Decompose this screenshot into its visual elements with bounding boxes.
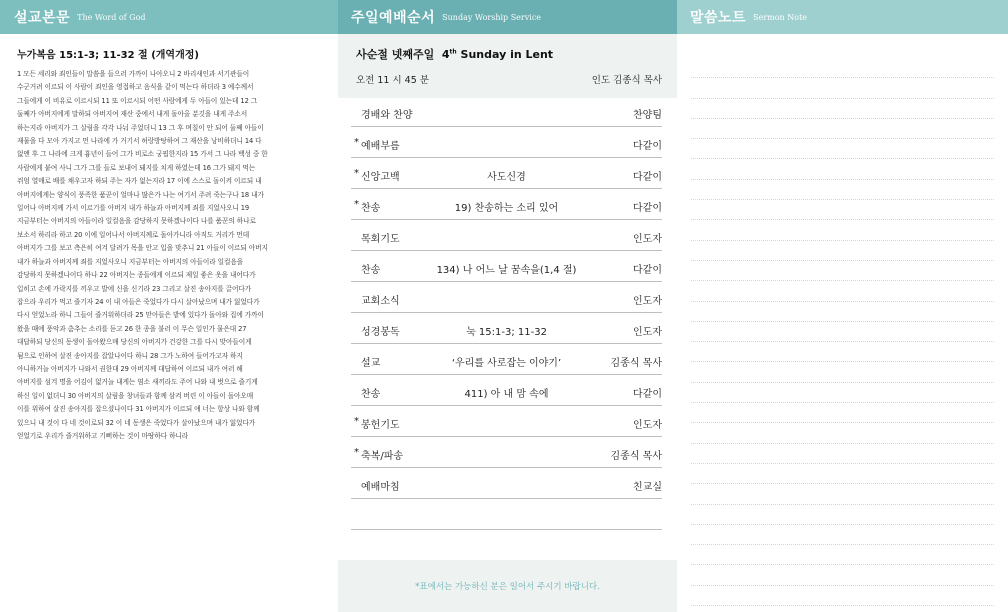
stand-marker: * [354, 416, 359, 427]
order-content: ‘우리를 사로잡는 이야기’ [451, 358, 562, 369]
note-line [691, 565, 994, 585]
order-leader: 인도자 [633, 296, 662, 307]
note-line [691, 180, 994, 200]
note-lines[interactable] [691, 58, 994, 606]
scripture-line: 하는지라 아버지가 그 살림을 각각 나눠 주었더니 13 그 후 며칠이 안 되어 둘째 아들이 [17, 123, 264, 132]
service-title-sup: th [449, 48, 457, 56]
order-leader: 다같이 [633, 172, 662, 183]
order-row-empty [351, 499, 662, 530]
scripture-line: 이를 위하여 살진 송아지를 잡으셨나이다 31 아버지가 이르되 얘 너는 항상 나와 함께 [17, 405, 260, 414]
order-leader: 김종식 목사 [610, 358, 662, 369]
notes-panel [677, 0, 1008, 612]
notes-header-title: 말씀노트 [690, 10, 747, 26]
order-content: 411) 아 내 맘 속에 [464, 389, 549, 400]
sermon-panel [0, 0, 338, 612]
scripture-line: 1 모든 세리와 죄인들이 말씀을 들으러 가까이 나아오니 2 바리새인과 서기관들이 [17, 70, 250, 78]
scripture-line: 다시 얻었노라 하니 그들이 즐거워하더라 25 맏아들은 밭에 있다가 돌아와 집에 가까이 [17, 311, 264, 320]
order-row [351, 375, 662, 406]
service-title-en: Sunday in Lent [460, 48, 554, 61]
notes-header-subtitle: Sermon Note [753, 12, 808, 22]
note-line [691, 261, 994, 281]
stand-marker: * [354, 447, 359, 458]
note-line [691, 586, 994, 606]
scripture-line: 입히고 손에 가락지를 끼우고 발에 신을 신기라 23 그리고 살진 송아지를 끌어다가 [17, 284, 252, 293]
worship-panel [338, 0, 677, 612]
standing-note: *표에서는 가능하신 분은 일어서 주시기 바랍니다. [415, 582, 600, 592]
order-item: 경배와 찬양 [361, 110, 413, 121]
order-row [351, 406, 662, 437]
note-line [691, 99, 994, 119]
order-item: 설교 [361, 358, 381, 369]
note-line [691, 200, 994, 220]
scripture-line: 쥐엄 열매로 배를 채우고자 하되 주는 자가 없는지라 17 이에 스스로 돌이켜 이르되 내 [17, 177, 262, 186]
note-line [691, 383, 994, 403]
note-line [691, 78, 994, 98]
service-title [356, 46, 662, 62]
scripture-line: 아니하거늘 아버지가 나와서 권한대 29 아버지께 대답하여 이르되 내가 여러 해 [17, 364, 243, 373]
sermon-header [0, 0, 338, 34]
note-line [691, 362, 994, 382]
note-line [691, 241, 994, 261]
order-content: 눅 15:1-3; 11-32 [466, 327, 547, 338]
note-line [691, 505, 994, 525]
scripture-line: 아버지를 섬겨 명을 어김이 없거늘 내게는 염소 새끼라도 주어 나와 내 벗으로 즐기게 [17, 378, 258, 387]
service-time: 오전 11 시 45 분 [356, 75, 429, 86]
order-content: 134) 나 어느 날 꿈속을(1,4 절) [436, 265, 577, 276]
order-row [351, 344, 662, 375]
order-row [351, 251, 662, 282]
service-title-block [338, 34, 677, 98]
note-line [691, 119, 994, 139]
scripture-line: 없앤 후 그 나라에 크게 흉년이 들어 그가 비로소 궁핍한지라 15 가서 그 나라 백성 중 한 [17, 150, 268, 159]
order-item: 성경봉독 [361, 327, 400, 338]
worship-footer-note [338, 560, 677, 612]
note-line [691, 403, 994, 423]
order-item: 찬송 [361, 203, 381, 214]
note-line [691, 159, 994, 179]
scripture-line: 둘째가 아버지에게 말하되 아버지여 재산 중에서 내게 돌아올 분깃을 내게 주소서 [17, 110, 248, 119]
note-line [691, 302, 994, 322]
order-content: 19) 찬송하는 소리 있어 [454, 203, 559, 214]
order-content: 사도신경 [487, 172, 526, 183]
note-line [691, 484, 994, 504]
notes-header [677, 0, 1008, 34]
order-leader: 다같이 [633, 203, 662, 214]
order-leader: 김종식 목사 [610, 451, 662, 462]
order-item: 예배부름 [361, 141, 400, 152]
scripture-line: 아버지가 그를 보고 측은히 여겨 달려가 목을 안고 입을 맞추니 21 아들이 이르되 아버지 [17, 244, 268, 253]
note-line [691, 281, 994, 301]
sermon-header-subtitle: The Word of God [77, 12, 146, 22]
stand-marker: * [354, 199, 359, 210]
order-leader: 찬양팀 [633, 110, 662, 121]
worship-order-list [351, 96, 662, 530]
order-item: 축복/파송 [361, 451, 404, 462]
order-leader: 다같이 [633, 265, 662, 276]
scripture-line: 왔을 때에 풍악과 춤추는 소리를 듣고 26 한 종을 불러 이 무슨 일인가 물은대 27 [17, 324, 247, 333]
scripture-line: 대답하되 당신의 동생이 돌아왔으매 당신의 아버지가 건강한 그를 다시 맞아들이게 [17, 338, 252, 347]
order-item: 찬송 [361, 265, 381, 276]
scripture-line: 잡으라 우리가 먹고 즐기자 24 이 내 아들은 죽었다가 다시 살아났으며 내가 잃었다가 [17, 297, 260, 306]
note-line [691, 322, 994, 342]
scripture-line: 그들에게 이 비유로 이르시되 11 또 이르시되 어떤 사람에게 두 아들이 있는데 12 그 [17, 96, 258, 105]
worship-header-subtitle: Sunday Worship Service [442, 12, 542, 22]
order-row [351, 158, 662, 189]
order-item: 봉헌기도 [361, 420, 400, 431]
order-leader: 친교실 [633, 482, 662, 493]
order-row [351, 96, 662, 127]
order-item: 찬송 [361, 389, 381, 400]
note-line [691, 220, 994, 240]
note-line [691, 545, 994, 565]
note-line [691, 342, 994, 362]
scripture-text [17, 68, 324, 443]
scripture-line: 일어나 아버지께 가서 이르기를 아버지 내가 하늘과 아버지께 죄를 지었사오니 19 [17, 204, 250, 213]
order-row [351, 313, 662, 344]
order-leader: 인도자 [633, 327, 662, 338]
scripture-reference: 누가복음 15:1-3; 11-32 절 (개역개정) [17, 50, 199, 61]
order-item: 신앙고백 [361, 172, 400, 183]
note-line [691, 139, 994, 159]
scripture-line: 내가 하늘과 아버지께 죄를 지었사오니 지금부터는 아버지의 아들이라 일컬음을 [17, 257, 244, 266]
order-leader: 인도자 [633, 420, 662, 431]
worship-header-title: 주일예배순서 [351, 10, 436, 26]
note-line [691, 444, 994, 464]
order-item: 목회기도 [361, 234, 400, 245]
note-line [691, 423, 994, 443]
order-leader: 다같이 [633, 141, 662, 152]
note-line [691, 464, 994, 484]
scripture-line: 수군거려 이르되 이 사람이 죄인을 영접하고 음식을 같이 먹는다 하더라 3 예수께서 [17, 83, 254, 92]
order-item: 교회소식 [361, 296, 400, 307]
scripture-line: 됨으로 인하여 살진 송아지를 잡았나이다 하니 28 그가 노하여 들어가고자 하지 [17, 351, 243, 360]
scripture-line: 있으니 내 것이 다 네 것이로되 32 이 네 동생은 죽었다가 살아났으며 내가 잃었다가 [17, 418, 256, 427]
order-row [351, 437, 662, 468]
service-title-num: 4 [441, 48, 450, 61]
note-line [691, 58, 994, 78]
scripture-line: 아버지에게는 양식이 풍족한 품꾼이 얼마나 많은가 나는 여기서 주려 죽는구나 18 내가 [17, 190, 264, 199]
scripture-line: 재물을 다 모아 가지고 먼 나라에 가 거기서 허랑방탕하여 그 재산을 낭비하더니 14 다 [17, 137, 262, 146]
stand-marker: * [354, 137, 359, 148]
order-row [351, 220, 662, 251]
order-item: 예배마침 [361, 482, 400, 493]
scripture-line: 지금부터는 아버지의 아들이라 일컬음을 감당하지 못하겠나이다 나를 품꾼의 하나로 [17, 217, 256, 226]
order-row [351, 127, 662, 158]
order-row [351, 189, 662, 220]
order-leader: 다같이 [633, 389, 662, 400]
order-row [351, 282, 662, 313]
service-presider: 인도 김종식 목사 [591, 75, 662, 86]
scripture-line: 감당하지 못하겠나이다 하나 22 아버지는 종들에게 이르되 제일 좋은 옷을 내어다가 [17, 271, 256, 280]
scripture-line: 사람에게 붙여 사니 그가 그를 들로 보내어 돼지를 치게 하였는데 16 그가 돼지 먹는 [17, 163, 256, 172]
note-line [691, 525, 994, 545]
sermon-header-title: 설교본문 [14, 10, 71, 26]
scripture-block [0, 34, 338, 443]
scripture-line: 하신 일이 없더니 30 아버지의 살림을 창녀들과 함께 삼켜 버린 이 아들이 돌아오매 [17, 391, 254, 400]
stand-marker: * [354, 168, 359, 179]
service-time-row [356, 72, 662, 86]
order-row [351, 468, 662, 499]
scripture-line: 얻었기로 우리가 즐거워하고 기뻐하는 것이 마땅하다 하니라 [17, 431, 189, 440]
worship-header [338, 0, 677, 34]
order-leader: 인도자 [633, 234, 662, 245]
scripture-line: 보소서 하리라 하고 20 이에 일어나서 아버지께로 돌아가니라 아직도 거리가 먼데 [17, 230, 250, 239]
service-title-ko: 사순절 넷째주일 [356, 48, 435, 61]
